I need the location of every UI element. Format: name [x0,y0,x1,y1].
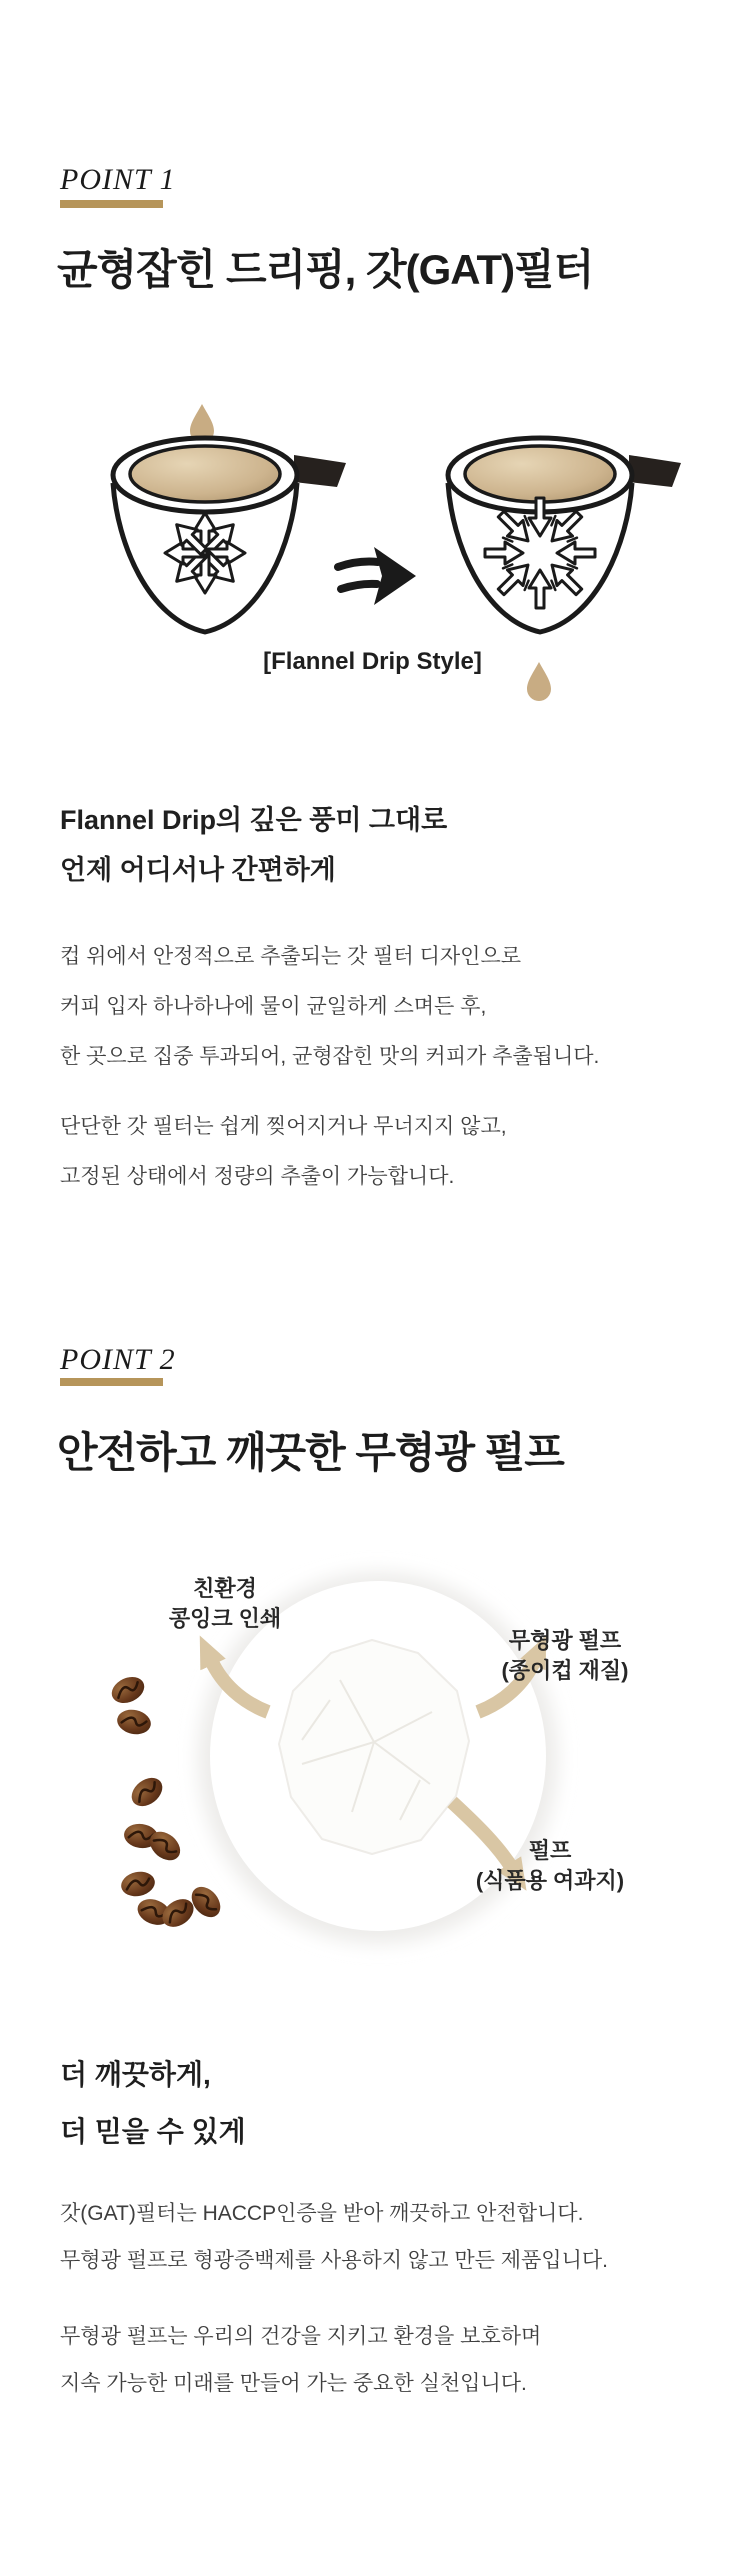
flannel-drip-caption: [Flannel Drip Style] [263,648,482,675]
point1-para2-line2: 고정된 상태에서 정량의 추출이 가능합니다. [60,1165,455,1188]
point2-para2-line1: 무형광 펄프는 우리의 건강을 지키고 환경을 보호하며 [60,2325,542,2348]
point2-heading-line2: 더 믿을 수 있게 [60,2116,246,2147]
point1-para1-line1: 컵 위에서 안정적으로 추출되는 갓 필터 디자인으로 [60,945,522,968]
point2-gold-underline [60,1378,163,1386]
drip-cup-arrows-outward-icon [113,438,346,632]
point1-paragraph1 [60,932,599,1082]
pulp-cup-label-line1: 무형광 펄프 [508,1628,622,1653]
point2-label: POINT 2 [60,1343,176,1376]
eco-ink-label [100,1574,350,1634]
point1-paragraph2 [60,1102,507,1202]
point2-para1-line2: 무형광 펄프로 형광증백제를 사용하지 않고 만든 제품입니다. [60,2249,608,2272]
point2-paragraph1 [60,2190,608,2284]
pulp-cup-label [450,1626,680,1686]
point1-label: POINT 1 [60,163,176,196]
point1-subtitle-line1: Flannel Drip의 깊은 풍미 그대로 [60,805,448,835]
pulp-filter-label-line2: (식품용 여과지) [475,1868,625,1893]
pulp-filter-label [435,1836,665,1896]
eco-ink-label-line2: 콩잉크 인쇄 [168,1606,282,1631]
sketch-right-arrow-icon [338,547,416,605]
pulp-filter-label-line1: 펄프 [528,1838,572,1863]
point2-para2-line2: 지속 가능한 미래를 만들어 가는 중요한 실천입니다. [60,2372,527,2395]
point1-para1-line2: 커피 입자 하나하나에 물이 균일하게 스며든 후, [60,995,487,1018]
point2-heading [60,2046,246,2160]
point1-subtitle-line2: 언제 어디서나 간편하게 [60,855,336,885]
eco-ink-label-line1: 친환경 [193,1576,257,1601]
point2-title: 안전하고 깨끗한 무형광 펄프 [57,1429,564,1476]
point1-subtitle [60,795,447,895]
point1-para1-line3: 한 곳으로 집중 투과되어, 균형잡힌 맛의 커피가 추출됩니다. [60,1045,600,1068]
point1-gold-underline [60,200,163,208]
point2-para1-line1: 갓(GAT)필터는 HACCP인증을 받아 깨끗하고 안전합니다. [60,2202,584,2225]
point1-para2-line1: 단단한 갓 필터는 쉽게 찢어지거나 무너지지 않고, [60,1115,507,1138]
point1-title: 균형잡힌 드리핑, 갓(GAT)필터 [57,246,594,293]
point2-paragraph2 [60,2313,541,2407]
point2-heading-line1: 더 깨끗하게, [60,2059,211,2090]
pulp-cup-label-line2: (종이컵 재질) [501,1658,629,1683]
drip-cup-arrows-inward-icon [448,438,681,632]
